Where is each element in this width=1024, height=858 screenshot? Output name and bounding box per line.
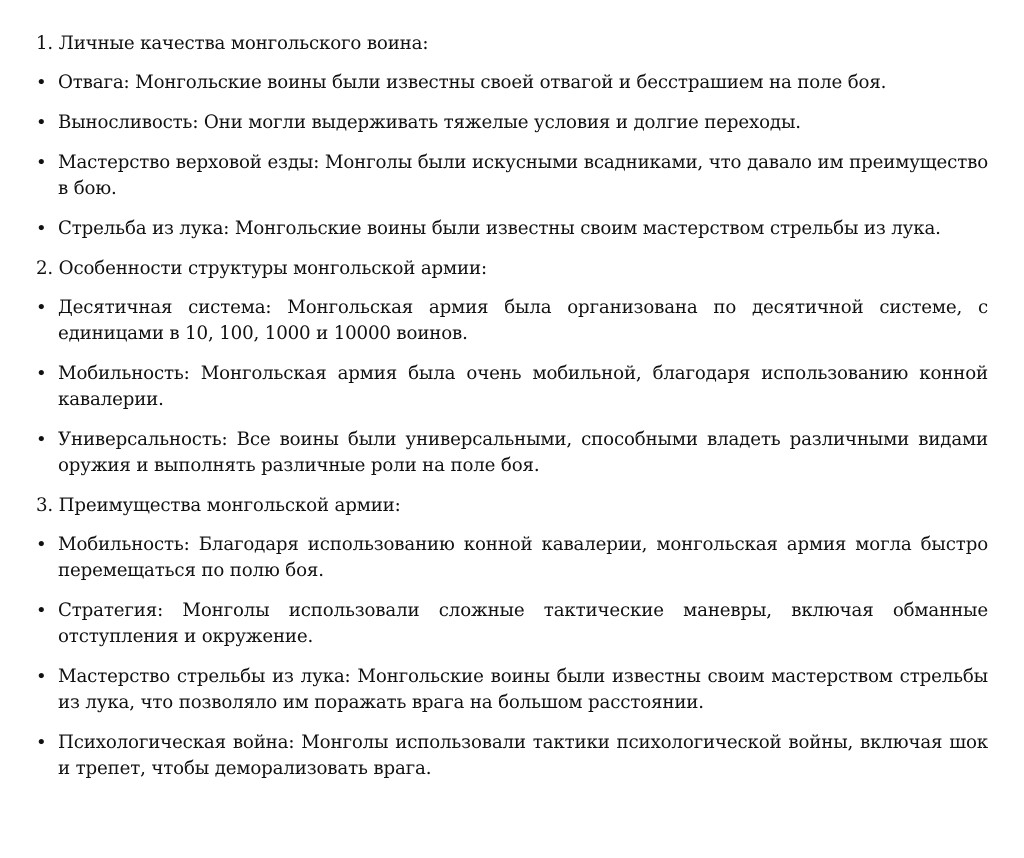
- list-item: [36, 70, 988, 96]
- list-item-text: Психологическая война: Монголы использовали тактики психологической войны, включая шок и трепет, чтобы деморализовать врага.: [58, 732, 988, 779]
- list-item: [36, 598, 988, 650]
- list-item: [36, 664, 988, 716]
- list-item: [36, 295, 988, 347]
- list-item-text: Отвага: Монгольские воины были известны своей отвагой и бесстрашием на поле боя.: [58, 72, 887, 93]
- bullet-icon: •: [36, 732, 47, 753]
- list-item: [36, 110, 988, 136]
- section-army-structure: [36, 256, 988, 479]
- bullet-icon: •: [36, 429, 47, 450]
- section-army-advantages: [36, 493, 988, 782]
- bullet-list: [36, 532, 988, 782]
- list-item: [36, 216, 988, 242]
- list-item-text: Мобильность: Монгольская армия была очень мобильной, благодаря использованию конной кавалерии.: [58, 363, 988, 410]
- list-item: [36, 427, 988, 479]
- list-item-text: Мастерство стрельбы из лука: Монгольские воины были известны своим мастерством стрельбы из лука, что позволяло им поражать врага на большом расстоянии.: [58, 666, 988, 713]
- list-item-text: Стратегия: Монголы использовали сложные тактические маневры, включая обманные отступления и окружение.: [58, 600, 988, 647]
- bullet-icon: •: [36, 534, 47, 555]
- list-item-text: Выносливость: Они могли выдерживать тяжелые условия и долгие переходы.: [58, 112, 801, 133]
- bullet-icon: •: [36, 152, 47, 173]
- section-heading: 2. Особенности структуры монгольской армии:: [36, 258, 487, 279]
- list-item: [36, 150, 988, 202]
- list-item-text: Мобильность: Благодаря использованию конной кавалерии, монгольская армия могла быстро перемещаться по полю боя.: [58, 534, 988, 581]
- list-item-text: Десятичная система: Монгольская армия была организована по десятичной системе, с единицами в 10, 100, 1000 и 10000 воинов.: [58, 297, 988, 344]
- list-item: [36, 730, 988, 782]
- bullet-list: [36, 70, 988, 242]
- section-heading: 3. Преимущества монгольской армии:: [36, 495, 401, 516]
- bullet-icon: •: [36, 666, 47, 687]
- section-personal-qualities: [36, 31, 988, 242]
- list-item-text: Стрельба из лука: Монгольские воины были известны своим мастерством стрельбы из лука.: [58, 218, 941, 239]
- list-item-text: Универсальность: Все воины были универсальными, способными владеть различными видами оружия и выполнять различные роли на поле боя.: [58, 429, 988, 476]
- list-item-text: Мастерство верховой езды: Монголы были искусными всадниками, что давало им преимущество в бою.: [58, 152, 988, 199]
- bullet-icon: •: [36, 363, 47, 384]
- bullet-icon: •: [36, 600, 47, 621]
- list-item: [36, 532, 988, 584]
- bullet-icon: •: [36, 112, 47, 133]
- bullet-icon: •: [36, 218, 47, 239]
- list-item: [36, 361, 988, 413]
- section-heading: 1. Личные качества монгольского воина:: [36, 33, 429, 54]
- bullet-list: [36, 295, 988, 479]
- bullet-icon: •: [36, 72, 47, 93]
- bullet-icon: •: [36, 297, 47, 318]
